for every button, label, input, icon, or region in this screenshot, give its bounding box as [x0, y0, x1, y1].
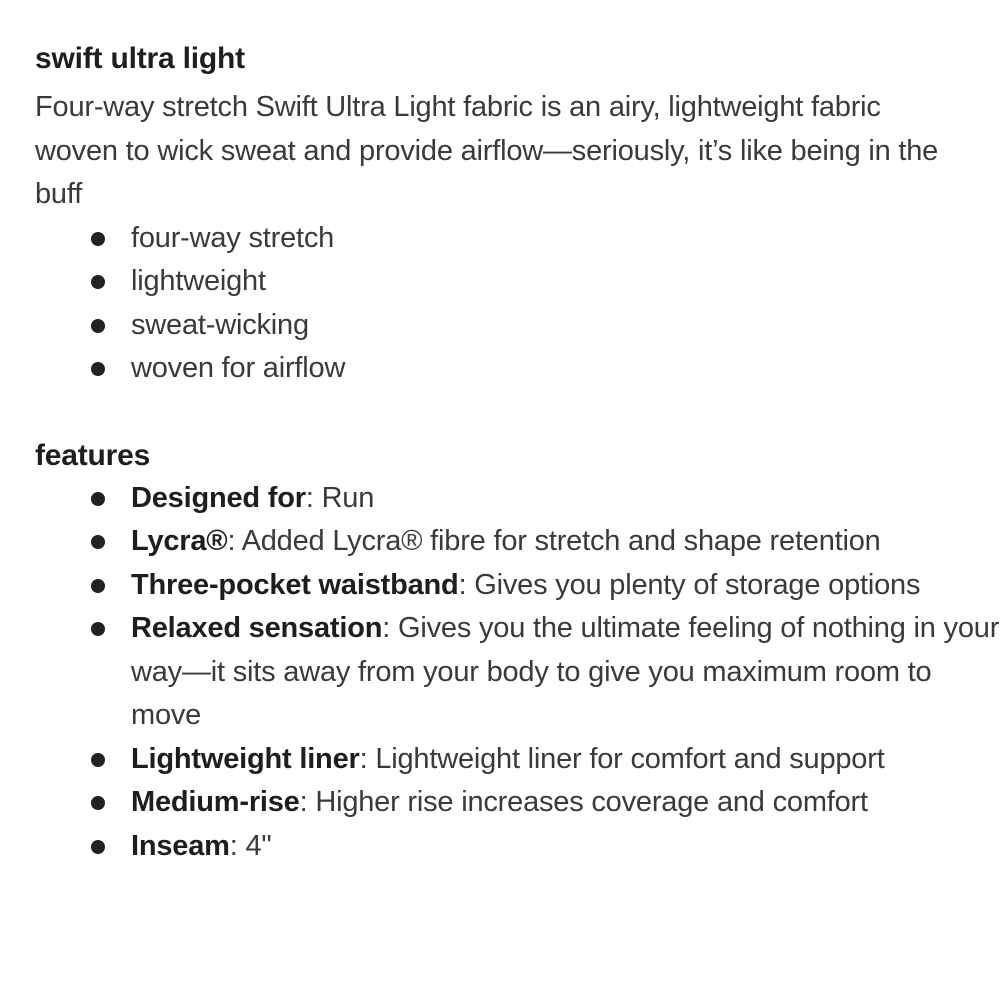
feature-separator: :: [299, 786, 316, 818]
feature-text: Run: [321, 481, 375, 514]
feature-separator: :: [359, 742, 376, 775]
bullet-icon: [91, 232, 105, 246]
feature-text: Added Lycra® fibre for stretch and shape retention: [241, 525, 881, 557]
feature-text: Gives you the ultimate feeling of nothing in your way—it sits away from your body to give you maximum room to move: [131, 612, 1000, 731]
feature-name: Lightweight liner: [131, 742, 360, 775]
bullet-icon: [91, 622, 105, 636]
list-item: [131, 347, 970, 391]
list-item: [131, 260, 970, 304]
bullet-text: four-way stretch: [131, 221, 335, 254]
feature-name: Lycra®: [131, 525, 228, 557]
feature-name: Three-pocket waistband: [131, 568, 459, 601]
feature-separator: :: [382, 612, 398, 644]
bullet-icon: [91, 579, 105, 593]
bullet-icon: [91, 796, 105, 810]
feature-name: Inseam: [131, 829, 230, 862]
feature-item: [131, 520, 1000, 564]
feature-item: [131, 738, 1000, 782]
feature-name: Designed for: [131, 481, 306, 514]
feature-item: [131, 477, 1000, 521]
bullet-icon: [91, 535, 105, 549]
feature-text: 4": [245, 829, 272, 862]
list-item: [131, 217, 970, 261]
bullet-icon: [91, 362, 105, 376]
feature-separator: :: [229, 829, 246, 862]
feature-text: Lightweight liner for comfort and support: [375, 742, 885, 775]
bullet-icon: [91, 840, 105, 854]
fabric-description: Four-way stretch Swift Ultra Light fabric is an airy, lightweight fabric woven to wick sweat and provide airflow—seriously, it’s like being in the buff: [35, 91, 939, 210]
feature-item: [131, 607, 1000, 738]
feature-item: [131, 825, 1000, 869]
bullet-icon: [91, 492, 105, 506]
feature-text: Gives you plenty of storage options: [474, 568, 921, 601]
features-section-title: features: [35, 438, 151, 472]
fabric-bullet-list: [35, 217, 970, 391]
feature-separator: :: [305, 481, 322, 514]
bullet-text: sweat-wicking: [131, 308, 309, 341]
bullet-icon: [91, 319, 105, 333]
bullet-text: woven for airflow: [131, 352, 346, 384]
fabric-section-title: swift ultra light: [35, 42, 245, 75]
feature-item: [131, 564, 1000, 608]
bullet-icon: [91, 275, 105, 289]
feature-separator: :: [227, 525, 242, 557]
feature-name: Relaxed sensation: [131, 612, 383, 644]
feature-name: Medium-rise: [131, 786, 300, 818]
feature-item: [131, 781, 1000, 825]
bullet-icon: [91, 753, 105, 767]
bullet-text: lightweight: [131, 265, 266, 297]
feature-text: Higher rise increases coverage and comfort: [315, 786, 868, 818]
list-item: [131, 304, 970, 348]
features-list: [35, 477, 1000, 869]
feature-separator: :: [458, 568, 475, 601]
